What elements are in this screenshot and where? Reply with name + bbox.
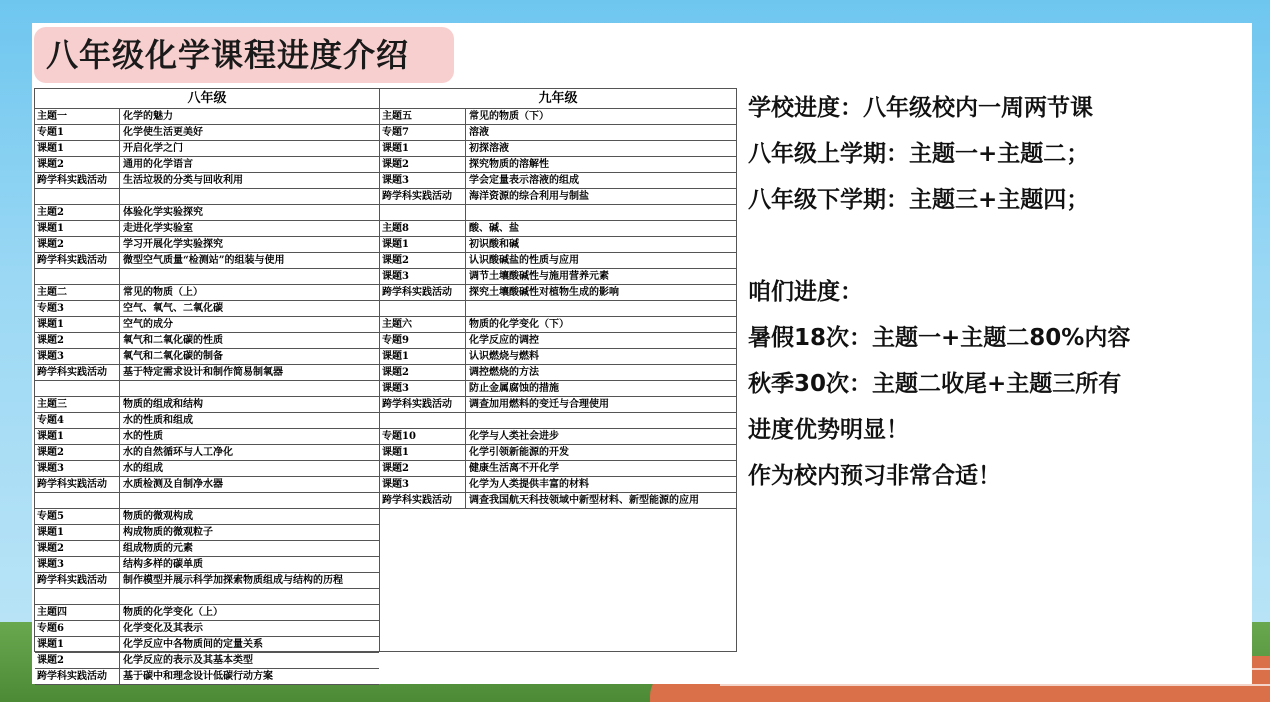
row-label: 跨学科实践活动 <box>35 253 120 268</box>
row-label: 专题10 <box>380 429 466 444</box>
row-title: 初识酸和碱 <box>469 239 519 250</box>
row-label: 课题3 <box>380 269 466 284</box>
table-row <box>380 301 736 317</box>
row-title <box>466 205 736 220</box>
table-row <box>380 189 736 205</box>
row-title: 学会定量表示溶液的组成 <box>469 175 579 186</box>
row-title: 调查加用燃料的变迁与合理使用 <box>469 399 609 410</box>
row-label: 课题1 <box>35 221 120 236</box>
table-row <box>35 413 379 429</box>
row-label: 课题2 <box>35 157 120 172</box>
row-label: 课题3 <box>380 477 466 492</box>
second-semester: 八年级下学期：主题三+主题四； <box>748 187 1090 213</box>
row-title: 常见的物质（上） <box>123 287 203 298</box>
row-title: 微型空气质量“检测站”的组装与使用 <box>123 255 285 266</box>
table-row <box>35 429 379 445</box>
row-label: 课题1 <box>380 349 466 364</box>
row-label: 课题2 <box>35 653 120 668</box>
table-row <box>35 189 379 205</box>
row-label: 专题3 <box>35 301 120 316</box>
table-row <box>380 125 736 141</box>
row-title: 化学使生活更美好 <box>123 127 203 138</box>
table-row <box>35 349 379 365</box>
row-label: 课题1 <box>35 429 120 444</box>
row-title: 初探溶液 <box>469 143 509 154</box>
table-row <box>35 221 379 237</box>
row-title: 水的性质 <box>123 431 163 442</box>
row-title: 氧气和二氧化碳的制备 <box>123 351 223 362</box>
row-label: 主题一 <box>35 109 120 124</box>
row-label <box>35 269 120 284</box>
row-label: 跨学科实践活动 <box>380 493 466 508</box>
row-label: 课题3 <box>380 173 466 188</box>
row-title: 制作模型并展示科学加探索物质组成与结构的历程 <box>123 575 343 586</box>
table-row <box>380 237 736 253</box>
table-row <box>380 109 736 125</box>
row-label: 主题三 <box>35 397 120 412</box>
row-label: 跨学科实践活动 <box>35 173 120 188</box>
first-semester: 八年级上学期：主题一+主题二； <box>748 141 1090 167</box>
row-label: 课题2 <box>35 445 120 460</box>
row-title: 空气的成分 <box>123 319 173 330</box>
table-row <box>380 413 736 429</box>
row-label: 课题1 <box>380 445 466 460</box>
table-row <box>35 157 379 173</box>
row-label: 跨学科实践活动 <box>35 669 120 684</box>
row-title: 调控燃烧的方法 <box>469 367 539 378</box>
row-title: 健康生活离不开化学 <box>469 463 559 474</box>
row-label <box>380 205 466 220</box>
table-row <box>35 621 379 637</box>
course-tables <box>34 88 737 682</box>
row-title <box>466 301 736 316</box>
table-row <box>35 605 379 621</box>
row-label: 主题五 <box>380 109 466 124</box>
table-row <box>35 253 379 269</box>
spacer <box>748 226 1228 272</box>
row-title: 常见的物质（下） <box>469 111 549 122</box>
row-title: 认识酸碱盐的性质与应用 <box>469 255 579 266</box>
row-title: 氧气和二氧化碳的性质 <box>123 335 223 346</box>
row-label: 课题1 <box>380 141 466 156</box>
table-row <box>380 429 736 445</box>
row-title: 调节土壤酸碱性与施用营养元素 <box>469 271 609 282</box>
table-row <box>380 477 736 493</box>
table-row <box>380 397 736 413</box>
row-title: 体验化学实验探究 <box>123 207 203 218</box>
row-title <box>120 189 379 204</box>
table-row <box>380 173 736 189</box>
row-label: 课题3 <box>380 381 466 396</box>
row-label <box>35 493 120 508</box>
table-row <box>380 221 736 237</box>
row-label: 专题6 <box>35 621 120 636</box>
table-row <box>35 477 379 493</box>
row-label <box>380 301 466 316</box>
row-title: 化学的魅力 <box>123 111 173 122</box>
row-title: 结构多样的碳单质 <box>123 559 203 570</box>
row-label: 课题1 <box>35 141 120 156</box>
row-label: 专题7 <box>380 125 466 140</box>
row-label: 课题2 <box>35 541 120 556</box>
row-title: 空气、氧气、二氧化碳 <box>123 303 223 314</box>
row-title: 酸、碱、盐 <box>469 223 519 234</box>
row-title: 化学反应的表示及其基本类型 <box>123 655 253 666</box>
table-row <box>35 269 379 285</box>
row-title: 基于特定需求设计和制作简易制氧器 <box>123 367 283 378</box>
row-label: 课题2 <box>35 333 120 348</box>
row-title: 学习开展化学实验探究 <box>123 239 223 250</box>
row-label: 课题3 <box>35 461 120 476</box>
row-label: 跨学科实践活动 <box>35 477 120 492</box>
row-label: 课题2 <box>380 253 466 268</box>
table-row <box>35 557 379 573</box>
row-label: 跨学科实践活动 <box>380 285 466 300</box>
suitable-note: 作为校内预习非常合适！ <box>748 463 1001 489</box>
table-row <box>380 333 736 349</box>
table-row <box>35 493 379 509</box>
row-title <box>120 269 379 284</box>
table-row <box>35 637 379 653</box>
table-row <box>380 317 736 333</box>
grade9-header: 九年级 <box>380 89 736 109</box>
table-row <box>380 365 736 381</box>
row-title: 水的自然循环与人工净化 <box>123 447 233 458</box>
table-row <box>35 397 379 413</box>
row-label: 课题2 <box>380 157 466 172</box>
row-title: 物质的化学变化（上） <box>123 607 223 618</box>
row-title: 水质检测及自制净水器 <box>123 479 223 490</box>
table-row <box>380 445 736 461</box>
row-label: 主题8 <box>380 221 466 236</box>
table-row <box>35 589 379 605</box>
row-title: 化学反应中各物质间的定量关系 <box>123 639 263 650</box>
row-title: 化学引领新能源的开发 <box>469 447 569 458</box>
table-row <box>35 237 379 253</box>
row-label: 课题3 <box>35 349 120 364</box>
row-title <box>120 493 379 508</box>
our-progress: 咱们进度： <box>748 279 863 305</box>
progress-info <box>748 88 1228 502</box>
table-row <box>380 253 736 269</box>
row-label: 跨学科实践活动 <box>380 397 466 412</box>
row-label: 课题1 <box>35 317 120 332</box>
table-row <box>380 157 736 173</box>
table-row <box>380 269 736 285</box>
row-title: 防止金属腐蚀的措施 <box>469 383 559 394</box>
table-row <box>35 317 379 333</box>
row-title: 组成物质的元素 <box>123 543 193 554</box>
row-label <box>380 413 466 428</box>
grade8-rows <box>35 109 379 685</box>
row-title: 水的性质和组成 <box>123 415 193 426</box>
row-label: 课题1 <box>380 237 466 252</box>
row-title <box>120 381 379 396</box>
row-label: 课题2 <box>35 237 120 252</box>
summer-plan: 暑假18次：主题一+主题二80%内容 <box>748 325 1131 351</box>
table-row <box>35 365 379 381</box>
row-title <box>466 413 736 428</box>
row-label: 跨学科实践活动 <box>380 189 466 204</box>
table-row <box>35 301 379 317</box>
table-row <box>35 509 379 525</box>
table-row <box>380 141 736 157</box>
row-label: 专题1 <box>35 125 120 140</box>
row-title: 化学与人类社会进步 <box>469 431 559 442</box>
row-label: 专题9 <box>380 333 466 348</box>
row-label <box>35 381 120 396</box>
row-label: 跨学科实践活动 <box>35 365 120 380</box>
row-title: 水的组成 <box>123 463 163 474</box>
row-title: 物质的组成和结构 <box>123 399 203 410</box>
row-title: 构成物质的微观粒子 <box>123 527 213 538</box>
row-title: 开启化学之门 <box>123 143 183 154</box>
school-progress: 学校进度：八年级校内一周两节课 <box>748 95 1093 121</box>
grade8-header: 八年级 <box>35 89 379 109</box>
autumn-plan: 秋季30次：主题二收尾+主题三所有 <box>748 371 1122 397</box>
page-title: 八年级化学课程进度介绍 <box>34 27 454 83</box>
row-label: 主题四 <box>35 605 120 620</box>
row-title: 海洋资源的综合利用与制盐 <box>469 191 589 202</box>
table-row <box>35 573 379 589</box>
row-label: 课题2 <box>380 461 466 476</box>
row-label <box>35 189 120 204</box>
row-label: 课题3 <box>35 557 120 572</box>
table-row <box>35 381 379 397</box>
row-label: 专题4 <box>35 413 120 428</box>
advantage-note: 进度优势明显！ <box>748 417 909 443</box>
table-row <box>35 445 379 461</box>
row-title: 化学为人类提供丰富的材料 <box>469 479 589 490</box>
row-title: 探究土壤酸碱性对植物生成的影响 <box>469 287 619 298</box>
row-title: 物质的微观构成 <box>123 511 193 522</box>
table-row <box>35 669 379 685</box>
table-row <box>35 333 379 349</box>
row-label: 跨学科实践活动 <box>35 573 120 588</box>
table-row <box>35 205 379 221</box>
table-row <box>380 493 736 509</box>
table-row <box>35 461 379 477</box>
row-title <box>120 589 379 604</box>
table-row <box>35 141 379 157</box>
row-label: 课题1 <box>35 525 120 540</box>
row-label: 主题二 <box>35 285 120 300</box>
row-label <box>35 589 120 604</box>
row-title: 物质的化学变化（下） <box>469 319 569 330</box>
row-title: 探究物质的溶解性 <box>469 159 549 170</box>
table-row <box>35 109 379 125</box>
row-title: 生活垃圾的分类与回收利用 <box>123 175 243 186</box>
row-label: 专题5 <box>35 509 120 524</box>
grade8-table <box>34 88 380 682</box>
row-label: 主题六 <box>380 317 466 332</box>
table-row <box>35 285 379 301</box>
row-title: 溶液 <box>469 127 489 138</box>
row-title: 调查我国航天科技领域中新型材料、新型能源的应用 <box>469 495 699 506</box>
grade9-table <box>379 88 737 652</box>
row-label: 课题2 <box>380 365 466 380</box>
row-title: 化学变化及其表示 <box>123 623 203 634</box>
row-label: 课题1 <box>35 637 120 652</box>
table-row <box>35 541 379 557</box>
grade9-rows <box>380 109 736 509</box>
table-row <box>35 125 379 141</box>
table-row <box>35 525 379 541</box>
table-row <box>35 653 379 669</box>
row-title: 基于碳中和理念设计低碳行动方案 <box>123 671 273 682</box>
table-row <box>380 205 736 221</box>
row-label: 主题2 <box>35 205 120 220</box>
row-title: 认识燃烧与燃料 <box>469 351 539 362</box>
table-row <box>380 461 736 477</box>
row-title: 通用的化学语言 <box>123 159 193 170</box>
table-row <box>380 285 736 301</box>
row-title: 化学反应的调控 <box>469 335 539 346</box>
table-row <box>380 349 736 365</box>
row-title: 走进化学实验室 <box>123 223 193 234</box>
table-row <box>380 381 736 397</box>
table-row <box>35 173 379 189</box>
